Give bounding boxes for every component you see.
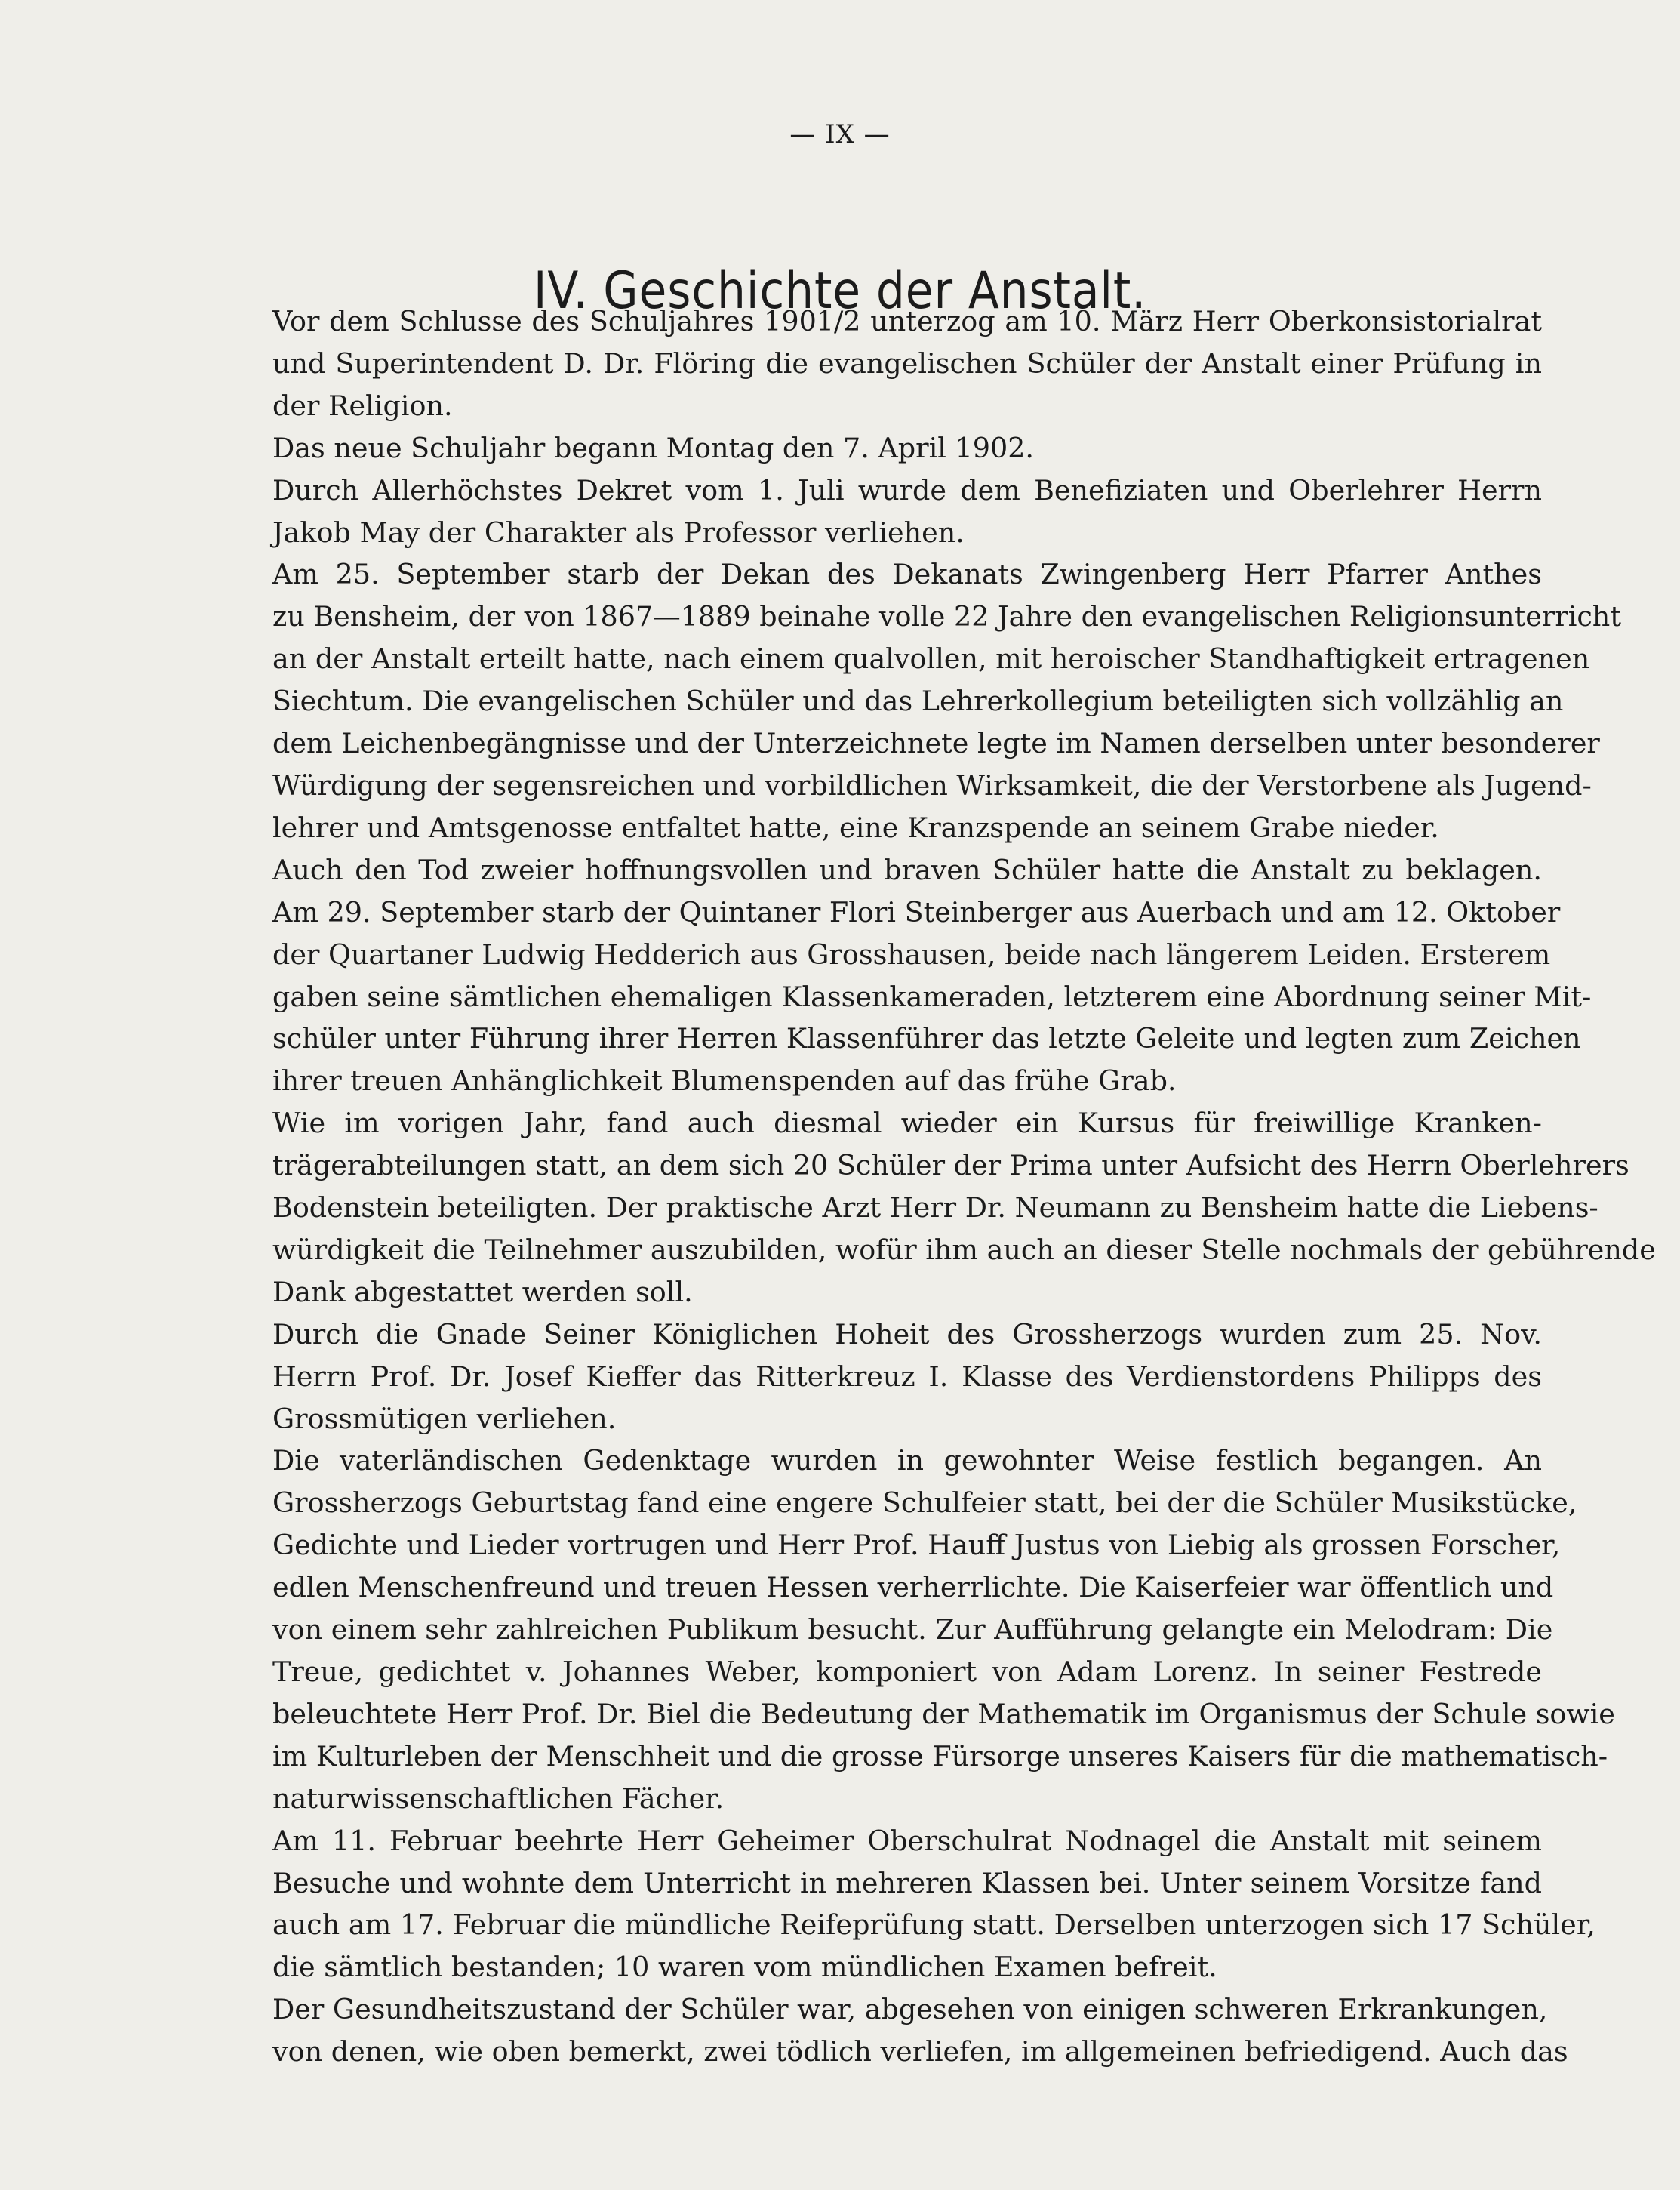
text-line: an der Anstalt erteilt hatte, nach einem qualvollen, mit heroischer Standhaftigkeit ertragenen — [272, 642, 1590, 676]
text-line: die sämtlich bestanden; 10 waren vom mündlichen Examen befreit. — [272, 1951, 1217, 1984]
text-line: Gedichte und Lieder vortrugen und Herr Prof. Hauff Justus von Liebig als grossen Forscher, — [272, 1529, 1561, 1562]
text-line: schüler unter Führung ihrer Herren Klassenführer das letzte Geleite und legten zum Zeichen — [272, 1022, 1581, 1055]
section-title: IV. Geschichte der Anstalt. — [533, 260, 1147, 321]
page-number: — IX — — [789, 119, 891, 149]
text-line: der Quartaner Ludwig Hedderich aus Grosshausen, beide nach längerem Leiden. Ersterem — [272, 938, 1551, 971]
paragraph — [149, 1988, 1568, 2073]
text-line: Die vaterländischen Gedenktage wurden in gewohnter Weise festlich begangen. An — [272, 1444, 1542, 1477]
text-line: Am 25. September starb der Dekan des Dekanats Zwingenberg Herr Pfarrer Anthes — [272, 558, 1542, 591]
text-line: von einem sehr zahlreichen Publikum besucht. Zur Aufführung gelangte ein Melodram: Die — [272, 1613, 1553, 1646]
text-line: im Kulturleben der Menschheit und die grosse Fürsorge unseres Kaisers für die mathematisch- — [272, 1739, 1608, 1773]
text-line: der Religion. — [272, 389, 453, 422]
paragraph — [149, 470, 1542, 554]
paragraph — [149, 1820, 1595, 1989]
paragraph — [149, 849, 1592, 1102]
text-line: gaben seine sämtlichen ehemaligen Klassenkameraden, letzterem eine Abordnung seiner Mit- — [272, 980, 1592, 1013]
text-line: Treue, gedichtet v. Johannes Weber, komponiert von Adam Lorenz. In seiner Festrede — [272, 1656, 1542, 1688]
text-line: Würdigung der segensreichen und vorbildlichen Wirksamkeit, die der Verstorbene als Jugend- — [272, 769, 1592, 802]
text-line: beleuchtete Herr Prof. Dr. Biel die Bedeutung der Mathematik im Organismus der Schule sowie — [272, 1697, 1615, 1730]
text-line: von denen, wie oben bemerkt, zwei tödlich verliefen, im allgemeinen befriedigend. Auch das — [272, 2035, 1568, 2068]
text-line: zu Bensheim, der von 1867—1889 beinahe volle 22 Jahre den evangelischen Religionsunterricht — [272, 600, 1621, 633]
paragraph — [149, 1440, 1615, 1819]
paragraph — [149, 1314, 1542, 1440]
paragraph — [149, 300, 1542, 427]
paragraph — [149, 1102, 1656, 1314]
text-line: Besuche und wohnte dem Unterricht in mehreren Klassen bei. Unter seinem Vorsitze fand — [272, 1866, 1542, 1899]
text-line: Durch die Gnade Seiner Königlichen Hoheit des Grossherzogs wurden zum 25. Nov. — [272, 1317, 1542, 1351]
text-line: ihrer treuen Anhänglichkeit Blumenspenden auf das frühe Grab. — [272, 1064, 1177, 1098]
text-line: edlen Menschenfreund und treuen Hessen verherrlichte. Die Kaiserfeier war öffentlich und — [272, 1571, 1554, 1604]
text-line: Vor dem Schlusse des Schuljahres 1901/2 unterzog am 10. März Herr Oberkonsistorialrat — [272, 305, 1542, 337]
text-line: dem Leichenbegängnisse und der Unterzeichnete legte im Namen derselben unter besonderer — [272, 727, 1600, 760]
text-line: Am 11. Februar beehrte Herr Geheimer Oberschulrat Nodnagel die Anstalt mit seinem — [272, 1824, 1542, 1857]
paragraph — [149, 553, 1621, 849]
text-line: Bodenstein beteiligten. Der praktische Arzt Herr Dr. Neumann zu Bensheim hatte die Liebens- — [272, 1191, 1598, 1224]
text-line: Herrn Prof. Dr. Josef Kieffer das Ritterkreuz I. Klasse des Verdienstordens Philipps des — [272, 1360, 1542, 1393]
text-line: Dank abgestattet werden soll. — [272, 1275, 693, 1308]
paragraph — [149, 427, 1542, 470]
text-line: Der Gesundheitszustand der Schüler war, abgesehen von einigen schweren Erkrankungen, — [272, 1993, 1548, 2026]
text-line: auch am 17. Februar die mündliche Reifeprüfung statt. Derselben unterzogen sich 17 Schüler, — [272, 1908, 1595, 1942]
text-line: Am 29. September starb der Quintaner Flori Steinberger aus Auerbach und am 12. Oktober — [272, 895, 1561, 929]
text-line: Auch den Tod zweier hoffnungsvollen und braven Schüler hatte die Anstalt zu beklagen. — [272, 853, 1542, 886]
text-line: Jakob May der Charakter als Professor verliehen. — [272, 516, 965, 549]
text-line: Das neue Schuljahr begann Montag den 7. April 1902. — [272, 431, 1035, 464]
text-line: naturwissenschaftlichen Fächer. — [272, 1782, 725, 1815]
text-line: Siechtum. Die evangelischen Schüler und das Lehrerkollegium beteiligten sich vollzählig an — [272, 685, 1564, 718]
text-line: und Superintendent D. Dr. Flöring die evangelischen Schüler der Anstalt einer Prüfung in — [272, 347, 1542, 380]
text-line: trägerabteilungen statt, an dem sich 20 Schüler der Prima unter Aufsicht des Herrn Oberlehrers — [272, 1149, 1629, 1182]
text-line: lehrer und Amtsgenosse entfaltet hatte, eine Kranzspende an seinem Grabe nieder. — [272, 811, 1439, 844]
text-line: Durch Allerhöchstes Dekret vom 1. Juli wurde dem Benefiziaten und Oberlehrer Herrn — [272, 473, 1542, 507]
text-line: Grossmütigen verliehen. — [272, 1402, 617, 1435]
text-line: Wie im vorigen Jahr, fand auch diesmal wieder ein Kursus für freiwillige Kranken- — [272, 1107, 1542, 1140]
body-text — [149, 300, 1656, 2073]
text-line: Grossherzogs Geburtstag fand eine engere Schulfeier statt, bei der die Schüler Musikstücke, — [272, 1486, 1577, 1520]
text-line: würdigkeit die Teilnehmer auszubilden, wofür ihm auch an dieser Stelle nochmals der gebührende — [272, 1233, 1656, 1266]
